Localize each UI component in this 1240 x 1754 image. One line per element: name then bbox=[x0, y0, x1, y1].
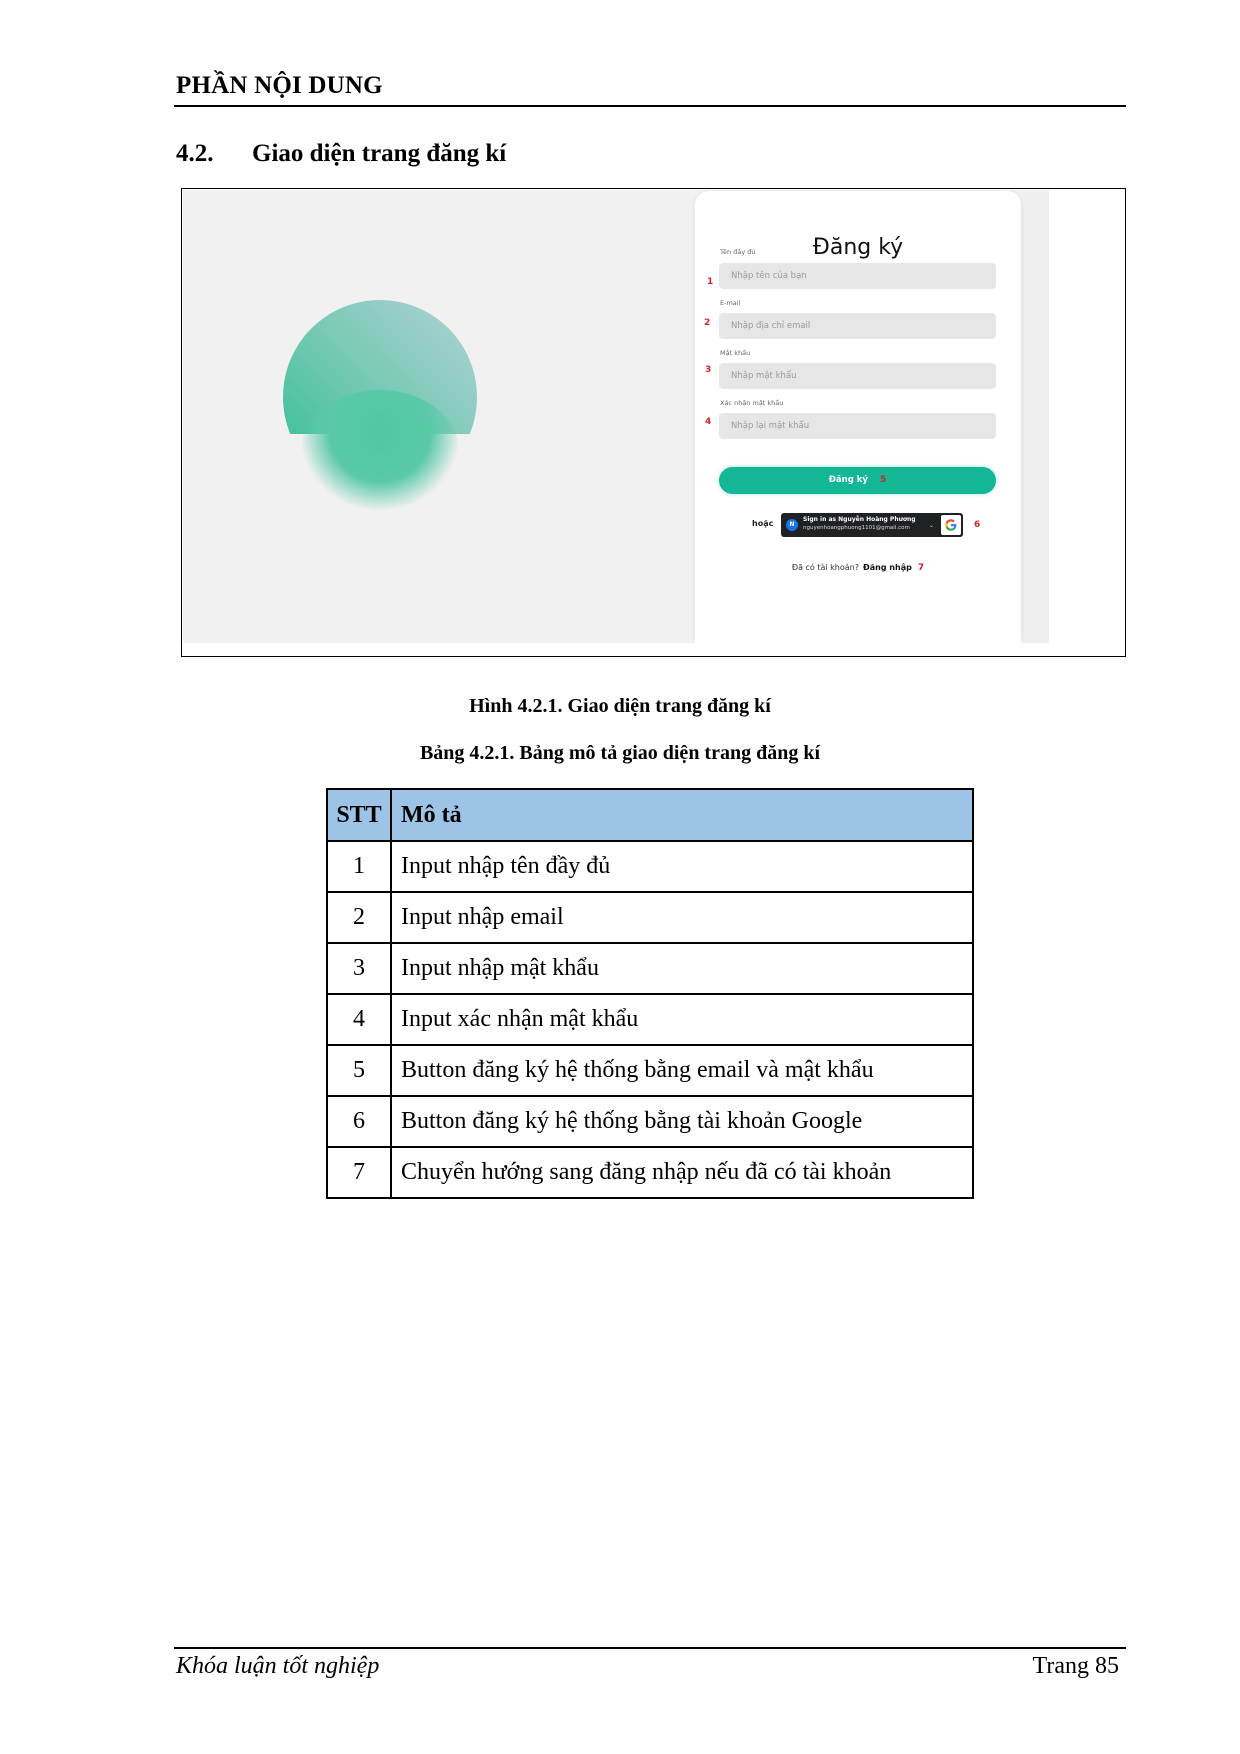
table-row bbox=[327, 841, 973, 892]
table-row bbox=[327, 1147, 973, 1198]
footer-rule bbox=[174, 1647, 1126, 1649]
or-text: hoặc bbox=[752, 519, 774, 528]
table-row bbox=[327, 1096, 973, 1147]
fullname-label: Tên đầy đủ bbox=[720, 248, 756, 256]
signup-title: Đăng ký bbox=[812, 235, 904, 260]
login-prompt bbox=[695, 563, 1021, 573]
signup-button[interactable] bbox=[719, 467, 996, 494]
signup-button-label: Đăng ký bbox=[828, 475, 868, 485]
page-number: Trang 85 bbox=[1032, 1653, 1119, 1679]
google-account-name: Sign in as Nguyễn Hoàng Phương bbox=[803, 516, 916, 523]
confirm-password-input[interactable]: Nhập lại mật khẩu bbox=[719, 413, 996, 439]
heading-title: Giao diện trang đăng kí bbox=[252, 140, 507, 167]
cell-stt: 6 bbox=[327, 1096, 391, 1147]
login-link[interactable]: Đăng nhập bbox=[863, 563, 912, 572]
cell-description: Input xác nhận mật khẩu bbox=[391, 994, 973, 1045]
marker-5: 5 bbox=[879, 475, 887, 485]
cell-stt: 5 bbox=[327, 1045, 391, 1096]
screenshot-area bbox=[183, 190, 1049, 643]
password-label: Mật khẩu bbox=[720, 349, 751, 357]
decorative-orb-reflection bbox=[301, 390, 459, 510]
cell-description: Button đăng ký hệ thống bằng tài khoản Google bbox=[391, 1096, 973, 1147]
scroll-strip bbox=[1020, 190, 1049, 643]
google-account-email: nguyenhoangphuong1101@gmail.com bbox=[803, 525, 910, 531]
footer-document-title: Khóa luận tốt nghiệp bbox=[176, 1653, 380, 1679]
cell-description: Input nhập email bbox=[391, 892, 973, 943]
cell-description: Input nhập tên đầy đủ bbox=[391, 841, 973, 892]
cell-stt: 1 bbox=[327, 841, 391, 892]
google-g-icon bbox=[941, 515, 961, 535]
table-row bbox=[327, 994, 973, 1045]
heading-number: 4.2. bbox=[176, 140, 214, 167]
header-rule bbox=[174, 105, 1126, 107]
table-row bbox=[327, 1045, 973, 1096]
cell-stt: 2 bbox=[327, 892, 391, 943]
confirm-password-label: Xác nhận mật khẩu bbox=[720, 399, 784, 407]
header-description: Mô tả bbox=[391, 789, 973, 841]
email-input[interactable]: Nhập địa chỉ email bbox=[719, 313, 996, 339]
table-caption: Bảng 4.2.1. Bảng mô tả giao diện trang đăng kí bbox=[419, 742, 821, 764]
signup-card bbox=[695, 191, 1021, 643]
cell-description: Input nhập mật khẩu bbox=[391, 943, 973, 994]
description-table bbox=[326, 788, 974, 1199]
google-signin-button[interactable] bbox=[781, 513, 963, 537]
marker-7: 7 bbox=[917, 563, 925, 573]
email-label: E-mail bbox=[720, 299, 741, 307]
table-row bbox=[327, 943, 973, 994]
marker-6: 6 bbox=[974, 520, 981, 530]
cell-description: Button đăng ký hệ thống bằng email và mật khẩu bbox=[391, 1045, 973, 1096]
table-row bbox=[327, 892, 973, 943]
marker-3: 3 bbox=[705, 365, 712, 375]
marker-2: 2 bbox=[704, 318, 711, 328]
figure-signup-screenshot bbox=[181, 188, 1126, 657]
cell-stt: 3 bbox=[327, 943, 391, 994]
cell-description: Chuyển hướng sang đăng nhập nếu đã có tài khoản bbox=[391, 1147, 973, 1198]
cell-stt: 7 bbox=[327, 1147, 391, 1198]
header-stt: STT bbox=[327, 789, 391, 841]
section-heading bbox=[176, 140, 506, 168]
avatar: N bbox=[786, 519, 798, 531]
password-input[interactable]: Nhập mật khẩu bbox=[719, 363, 996, 389]
chevron-down-icon: ⌄ bbox=[929, 522, 935, 529]
cell-stt: 4 bbox=[327, 994, 391, 1045]
fullname-input[interactable]: Nhập tên của bạn bbox=[719, 263, 996, 289]
table-header-row bbox=[327, 789, 973, 841]
figure-caption: Hình 4.2.1. Giao diện trang đăng kí bbox=[469, 695, 771, 717]
section-header: PHẦN NỘI DUNG bbox=[176, 72, 383, 99]
marker-4: 4 bbox=[705, 417, 712, 427]
marker-1: 1 bbox=[707, 277, 714, 287]
login-question: Đã có tài khoản? bbox=[791, 563, 859, 572]
